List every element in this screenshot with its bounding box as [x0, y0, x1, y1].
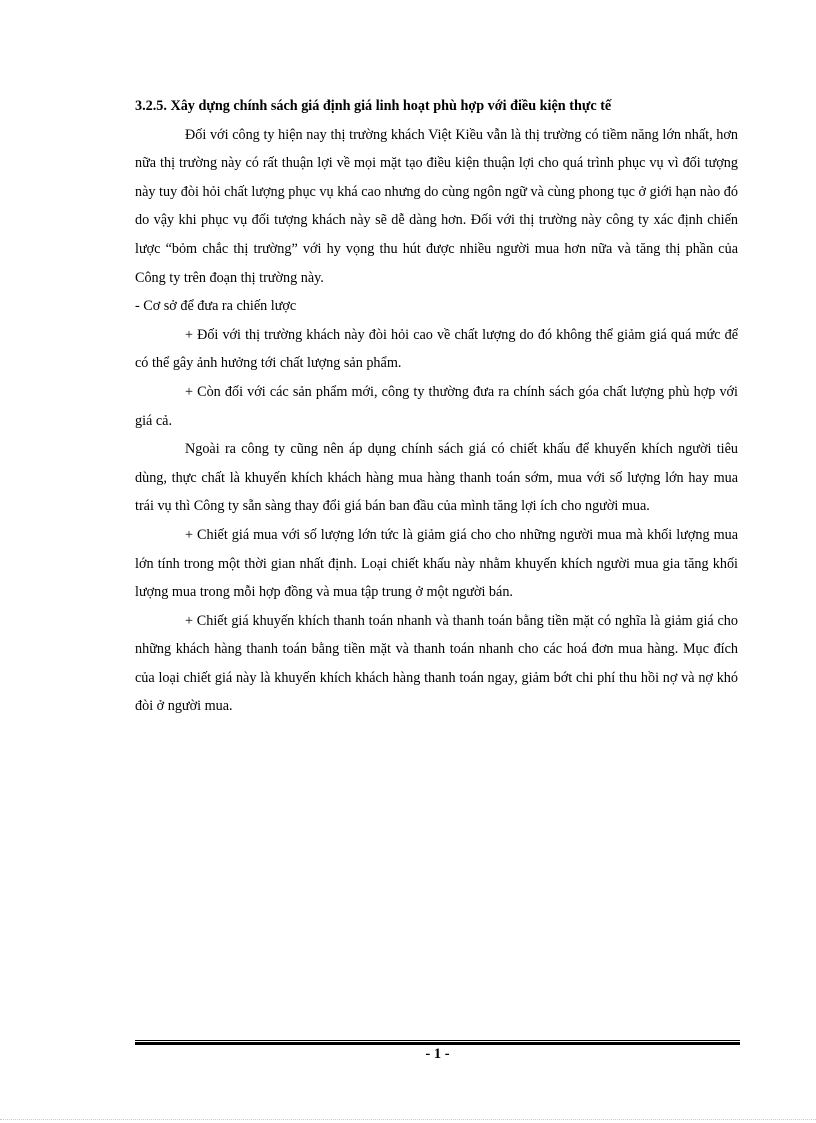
page-edge-dotted-line	[0, 1119, 816, 1120]
footer-divider	[135, 1040, 740, 1045]
paragraph-cash-discount: + Chiết giá khuyến khích thanh toán nhanh và thanh toán bằng tiền mặt có nghĩa là giảm giá cho những khách hàng thanh toán bằng tiền mặt và thanh toán nhanh cho các hoá đơn mua hàng. Mục đích của loại chiết giá này là khuyến khích khách hàng thanh toán ngay, giảm bớt chi phí thu hồi nợ và nợ khó đòi ở người mua.	[135, 612, 738, 715]
page-number: - 1 -	[425, 1046, 450, 1062]
section-heading: 3.2.5. Xây dựng chính sách giá định giá linh hoạt phù hợp với điều kiện thực tế	[135, 98, 612, 114]
footer-divider-inner-line	[135, 1042, 740, 1043]
paragraph-basis-quality: + Đối với thị trường khách này đòi hỏi cao về chất lượng do đó không thể giảm giá quá mức để có thể gây ảnh hưởng tới chất lượng sản phẩm.	[135, 326, 738, 372]
paragraph-basis-new-products: + Còn đối với các sản phẩm mới, công ty thường đưa ra chính sách góa chất lượng phù hợp với giá cả.	[135, 383, 738, 429]
paragraph-intro: Đối với công ty hiện nay thị trường khách Việt Kiều vẫn là thị trường có tiềm năng lớn nhất, hơn nữa thị trường này có rất thuận lợi về mọi mặt tạo điều kiện thuận lợi cho quá trình phục vụ vì đối tượng này tuy đòi hỏi chất lượng phục vụ khá cao nhưng do cùng ngôn ngữ và cùng phong tục ở giới hạn nào đó do vậy khi phục vụ đối tượng khách này sẽ dễ dàng hơn. Đối với thị trường này công ty xác định chiến lược “bỏm chắc thị trường” với hy vọng thu hút được nhiều người mua hơn nữa và tăng thị phần của Công ty trên đoạn thị trường này.	[135, 126, 738, 286]
paragraph-basis-label: - Cơ sở để đưa ra chiến lược	[135, 298, 297, 315]
page-body	[135, 92, 738, 721]
paragraph-discount-policy: Ngoài ra công ty cũng nên áp dụng chính sách giá có chiết khấu để khuyến khích người tiêu dùng, thực chất là khuyến khích khách hàng mua hàng thanh toán sớm, mua với số lượng lớn hay mua trái vụ thì Công ty sẵn sàng thay đổi giá bán ban đầu của mình tăng lợi ích cho người mua.	[135, 441, 738, 515]
paragraph-volume-discount: + Chiết giá mua với số lượng lớn tức là giảm giá cho cho những người mua mà khối lượng mua lớn tính trong một thời gian nhất định. Loại chiết khấu này nhằm khuyến khích người mua gia tăng khối lượng mua trong mỗi hợp đồng và mua tập trung ở một người bán.	[135, 526, 738, 601]
